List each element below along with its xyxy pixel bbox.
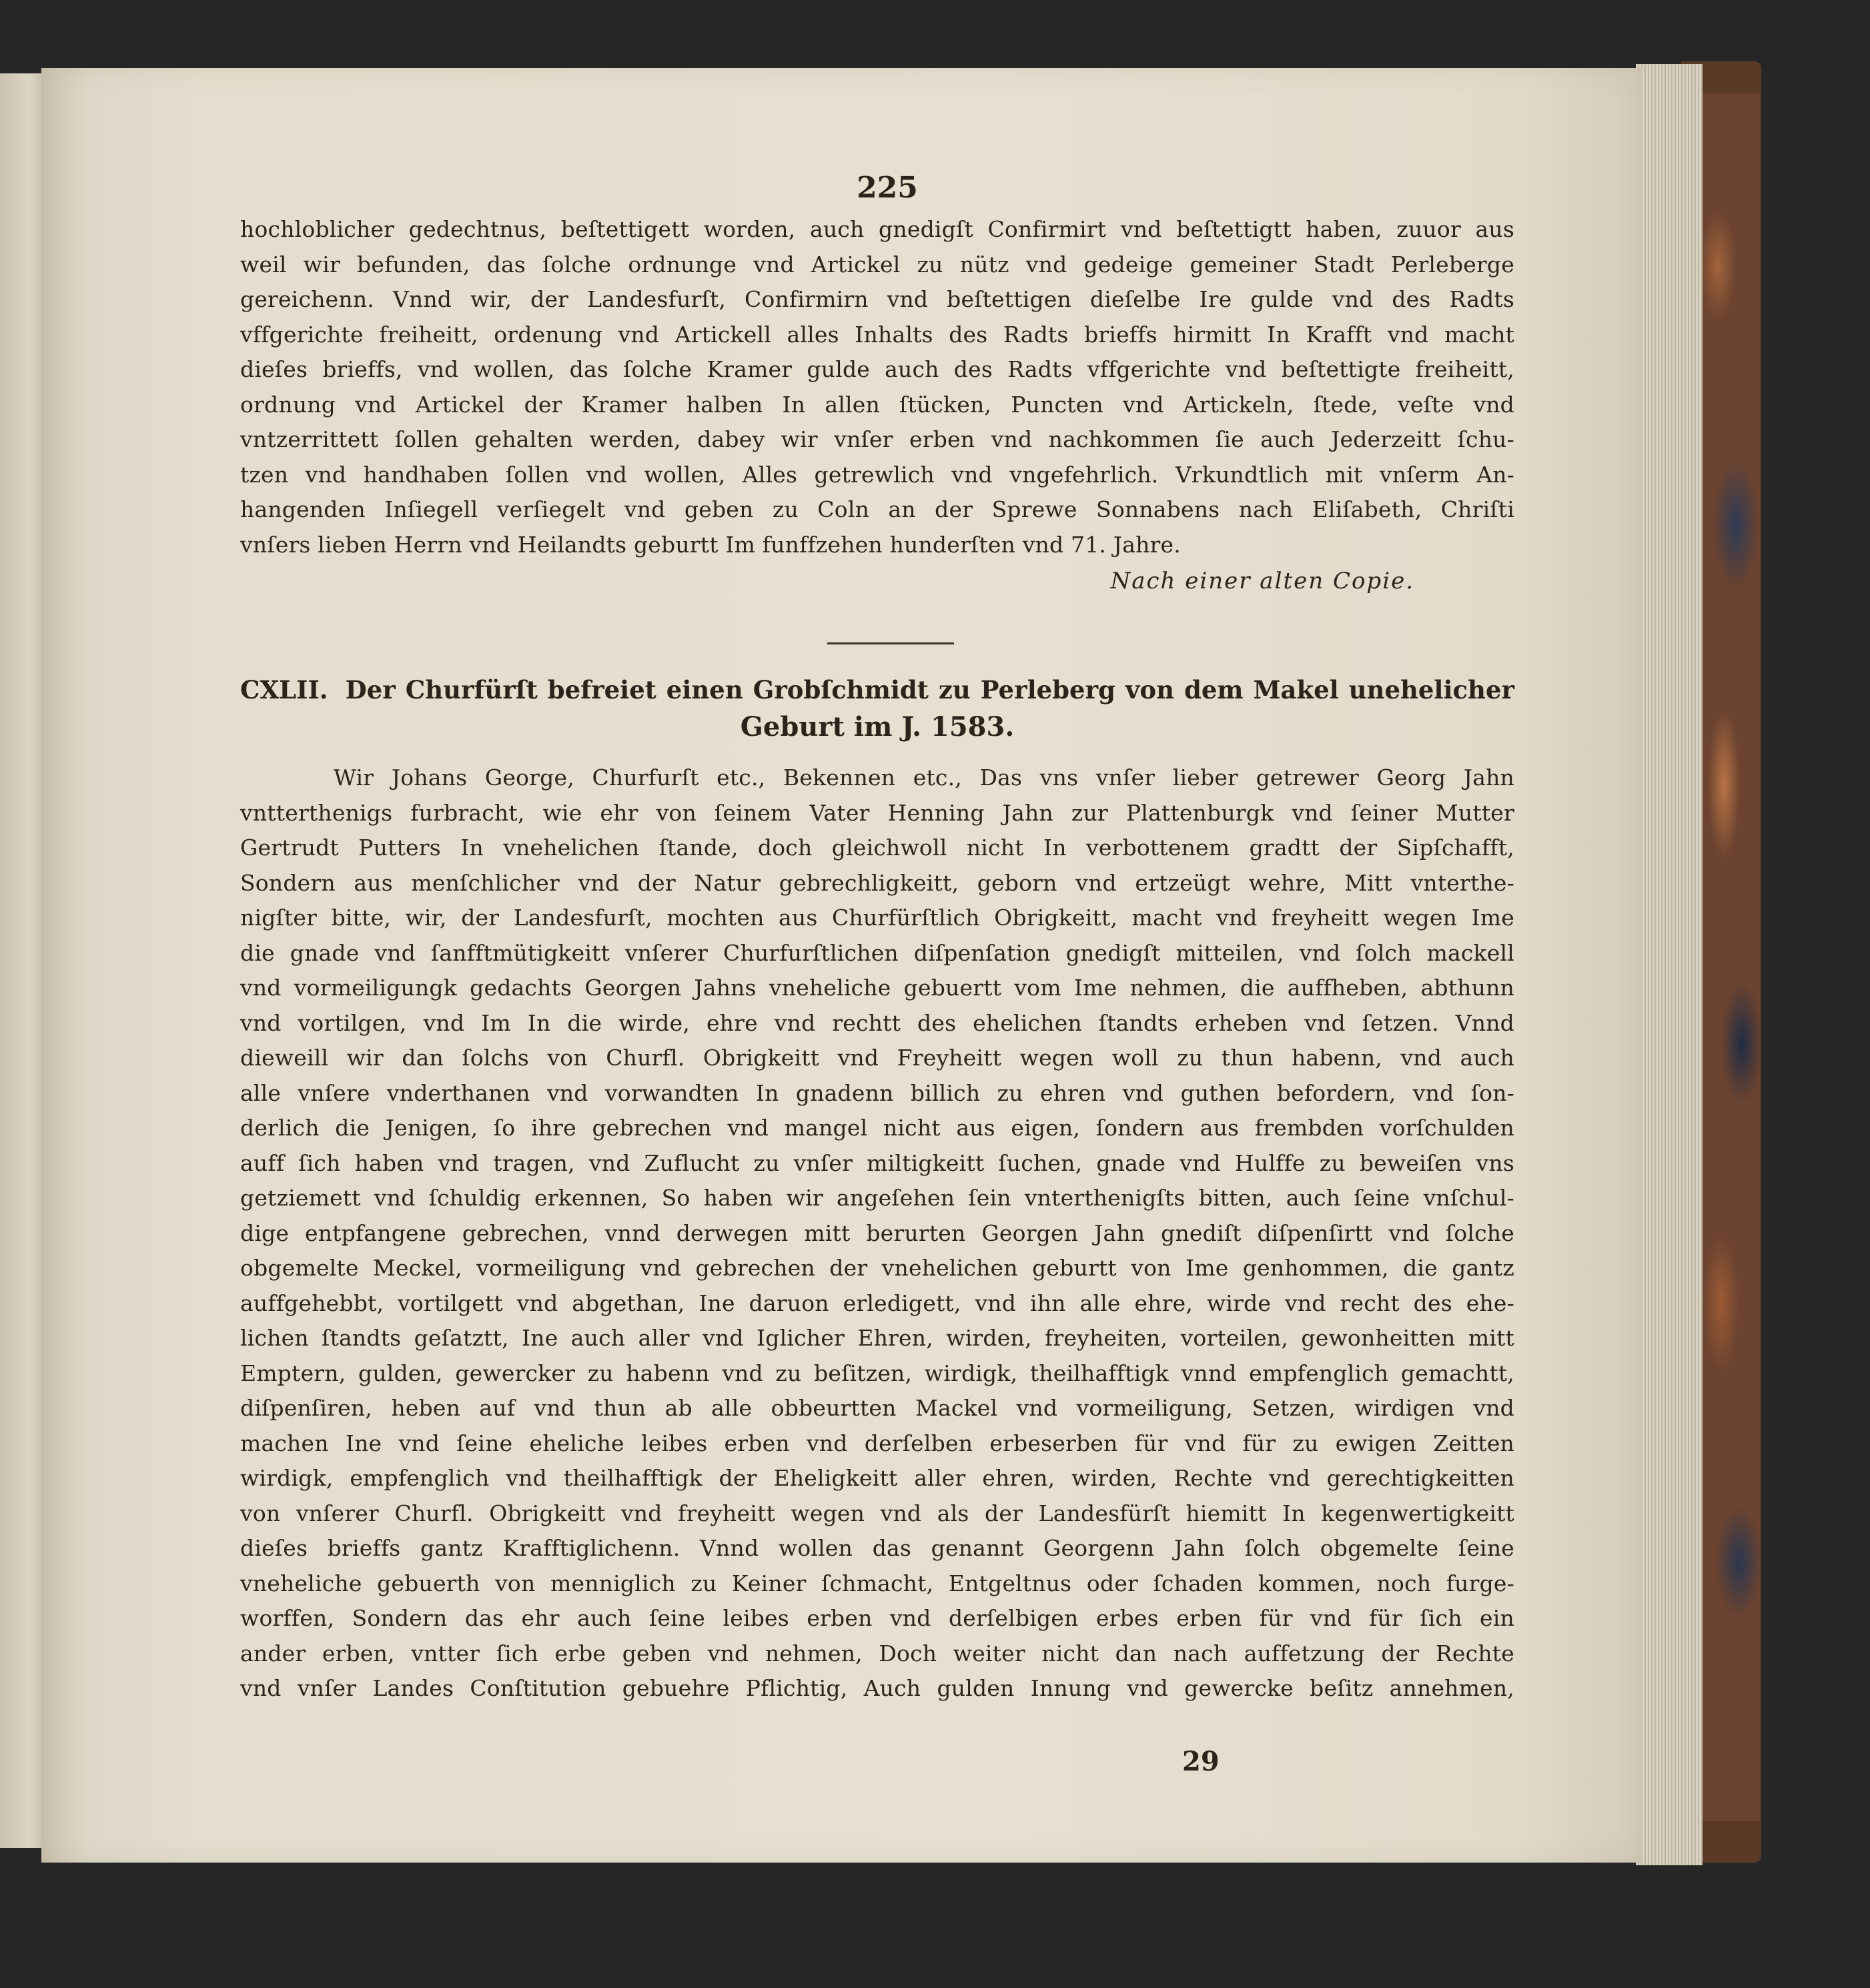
text-line: machen Ine vnd ſeine eheliche leibes erben vnd derſelben erbeserben für vnd für zu ewigen Zeitten xyxy=(240,1430,1514,1456)
text-line: auffgehebbt, vortilgett vnd abgethan, Ine daruon erledigett, vnd ihn alle ehre, wirde vnd recht des ehe- xyxy=(240,1290,1514,1316)
text-line: vnd vormeiligungk gedachts Georgen Jahns vneheliche gebuertt vom Ime nehmen, die auffheben, abthunn xyxy=(240,975,1514,1001)
text-line: die gnade vnd ſanfftmütigkeitt vnſerer Churfurſtlichen diſpenſation gnedigſt mitteilen, vnd ſolch mackell xyxy=(240,939,1514,966)
text-line: hangenden Inſiegell verſiegelt vnd geben zu Coln an der Sprewe Sonnabens nach Eliſabeth, Chriſti xyxy=(240,496,1514,522)
text-line: dieſes brieffs, vnd wollen, das ſolche Kramer gulde auch des Radts vffgerichte vnd beſtettigte freiheitt, xyxy=(240,356,1514,382)
text-line: obgemelte Meckel, vormeiligung vnd gebrechen der vnehelichen geburtt von Ime genhommen, die gantz xyxy=(240,1255,1514,1281)
page-edges xyxy=(1636,64,1703,1865)
section-divider xyxy=(827,642,954,644)
text-line: vneheliche gebuerth von menniglich zu Keiner ſchmacht, Entgeltnus oder ſchaden kommen, noch furge- xyxy=(240,1570,1514,1596)
text-line: getziemett vnd ſchuldig erkennen, So haben wir angeſehen ſein vnterthenigſts bitten, auch ſeine vnſchul- xyxy=(240,1185,1514,1211)
text-line: tzen vnd handhaben ſollen vnd wollen, Alles getrewlich vnd vngefehrlich. Vrkundtlich mit vnſerm An- xyxy=(240,461,1514,488)
text-line: alle vnſere vnderthanen vnd vorwandten In gnadenn billich zu ehren vnd guthen befordern, vnd ſon- xyxy=(240,1079,1514,1106)
text-line: vnd vnſer Landes Conſtitution gebuehre Pflichtig, Auch gulden Innung vnd gewercke beſitz annehmen, xyxy=(240,1675,1514,1701)
page-number: 225 xyxy=(857,171,918,205)
page-text xyxy=(240,168,1514,1706)
section-title-part-2: Geburt im J. 1583. xyxy=(740,711,1015,742)
text-line: lichen ſtandts geſatztt, Ine auch aller vnd Iglicher Ehren, wirden, freyheiten, vorteilen, gewonheitten mitt xyxy=(240,1325,1514,1351)
text-line: dieweill wir dan ſolchs von Churfl. Obrigkeitt vnd Freyheitt wegen woll zu thun habenn, vnd auch xyxy=(240,1045,1514,1071)
section-title-part-1: Der Churfürſt befreiet einen Grobſchmidt zu Perleberg von dem Makel unehelicher xyxy=(345,675,1514,704)
section-body-text xyxy=(240,761,1514,1706)
source-note: Nach einer alten Copie. xyxy=(1110,568,1414,594)
book-page xyxy=(41,68,1643,1863)
section-heading-line-1 xyxy=(240,671,1514,708)
text-line: derlich die Jenigen, ſo ihre gebrechen vnd mangel nicht aus eigen, ſondern aus frembden vorſchulden xyxy=(240,1115,1514,1141)
text-line: nigſter bitte, wir, der Landesfurſt, mochten aus Churfürſtlich Obrigkeitt, macht vnd freyheitt wegen Ime xyxy=(240,905,1514,931)
text-line: vnd vortilgen, vnd Im In die wirde, ehre vnd rechtt des ehelichen ſtandts erheben vnd ſetzen. Vnnd xyxy=(240,1009,1514,1036)
text-line: auff ſich haben vnd tragen, vnd Zuflucht zu vnſer miltigkeitt ſuchen, gnade vnd Hulffe zu beweiſen vns xyxy=(240,1149,1514,1176)
text-line: hochloblicher gedechtnus, beſtettigett worden, auch gnedigſt Confirmirt vnd beſtettigtt haben, zuuor aus xyxy=(240,216,1514,242)
text-line: weil wir befunden, das ſolche ordnunge vnd Artickel zu nütz vnd gedeige gemeiner Stadt Perleberge xyxy=(240,251,1514,278)
text-line: dieſes brieffs gantz Krafftiglichenn. Vnnd wollen das genannt Georgenn Jahn ſolch obgemelte ſeine xyxy=(240,1535,1514,1561)
text-line: worffen, Sondern das ehr auch ſeine leibes erben vnd derſelbigen erbes erben für vnd für ſich ein xyxy=(240,1605,1514,1631)
text-line: vntzerrittett ſollen gehalten werden, dabey wir vnſer erben vnd nachkommen ſie auch Jederzeitt ſchu- xyxy=(240,426,1514,452)
section-heading xyxy=(240,671,1514,746)
text-line: von vnſerer Churfl. Obrigkeitt vnd freyheitt wegen vnd als der Landesfürſt hiemitt In kegenwertigkeitt xyxy=(240,1500,1514,1526)
text-line: Sondern aus menſchlicher vnd der Natur gebrechligkeitt, geborn vnd ertzeügt wehre, Mitt vnterthe- xyxy=(240,869,1514,896)
text-line: ordnung vnd Artickel der Kramer halben In allen ſtücken, Puncten vnd Artickeln, ſtede, veſte vnd xyxy=(240,391,1514,418)
marbled-cover xyxy=(1700,93,1760,1821)
text-line: dige entpfangene gebrechen, vnnd derwegen mitt berurten Georgen Jahn gnediſt diſpenſirtt vnd ſolche xyxy=(240,1219,1514,1246)
text-line: vnſers lieben Herrn vnd Heilandts geburtt Im funffzehen hunderſten vnd 71. Jahre. xyxy=(240,531,1181,558)
text-line: wirdigk, empfenglich vnd theilhafftigk der Eheligkeitt aller ehren, wirden, Rechte vnd gerechtigkeitten xyxy=(240,1465,1514,1491)
text-line: ander erben, vntter ſich erbe geben vnd nehmen, Doch weiter nicht dan nach auffetzung der Rechte xyxy=(240,1640,1514,1666)
text-line: vntterthenigs furbracht, wie ehr von ſeinem Vater Henning Jahn zur Plattenburgk vnd ſeiner Mutter xyxy=(240,799,1514,826)
text-line: Emptern, gulden, gewercker zu habenn vnd zu beſitzen, wirdigk, theilhafftigk vnnd empfenglich gemachtt, xyxy=(240,1360,1514,1386)
text-line: vffgerichte freiheitt, ordenung vnd Artickell alles Inhalts des Radts brieffs hirmitt In Krafft vnd macht xyxy=(240,321,1514,348)
section-number: CXLII. xyxy=(240,675,328,704)
text-line: gereichenn. Vnnd wir, der Landesfurſt, Confirmirn vnd beſtettigen dieſelbe Ire gulde vnd des Radts xyxy=(240,286,1514,312)
text-line: Gertrudt Putters In vnehelichen ſtande, doch gleichwoll nicht In verbottenem gradtt der Sipſchafft, xyxy=(240,835,1514,861)
text-line: Wir Johans George, Churfurſt etc., Bekennen etc., Das vns vnſer lieber getrewer Georg Jahn xyxy=(334,765,1514,791)
signature-mark: 29 xyxy=(1182,1746,1220,1777)
top-section-text xyxy=(240,212,1514,562)
text-line: diſpenſiren, heben auf vnd thun ab alle obbeurtten Mackel vnd vormeiligung, Setzen, wirdigen vnd xyxy=(240,1395,1514,1421)
